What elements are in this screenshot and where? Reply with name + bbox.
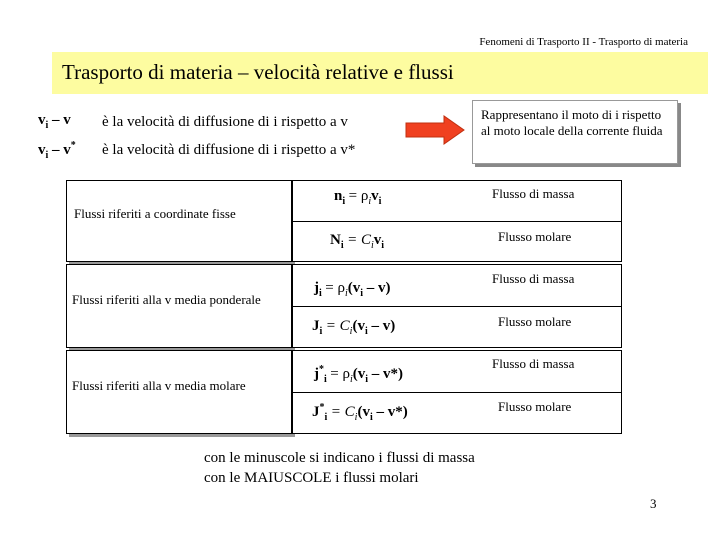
- flux-label-molar-3: Flusso molare: [498, 399, 572, 414]
- footnote: [204, 448, 475, 488]
- divider: [292, 392, 622, 393]
- eq-j: $j_i = \rho_i(v_i - v)$: [314, 280, 391, 299]
- flux-label-mass-3: Flusso di massa: [492, 356, 575, 371]
- group-label-ponderale: Flussi riferiti alla v media ponderale: [72, 292, 261, 307]
- def-text-1: è la velocità di diffusione di i rispetto a v: [102, 114, 348, 130]
- def-expr-1: $v_i$ – v: [38, 112, 71, 131]
- group-label-molare: Flussi riferiti alla v media molare: [72, 378, 246, 393]
- eq-jstar: $j^*_i = \rho_i(v_i - v*)$: [314, 364, 404, 385]
- eq-J: $J_i = C_i(v_i - v)$: [312, 318, 396, 337]
- footnote-line-2: con le MAIUSCOLE i flussi molari: [204, 470, 419, 486]
- slide-title: Trasporto di materia – velocità relative e flussi: [62, 60, 454, 84]
- flux-label-mass-1: Flusso di massa: [492, 186, 575, 201]
- divider: [292, 221, 622, 222]
- footnote-line-1: con le minuscole si indicano i flussi di massa: [204, 450, 475, 466]
- def-text-2: è la velocità di diffusione di i rispetto a v*: [102, 142, 356, 158]
- slide-header: Fenomeni di Trasporto II - Trasporto di materia: [479, 36, 688, 48]
- eq-N: $N_i = C_iv_i$: [330, 232, 385, 251]
- callout-box: Rappresentano il moto di i rispetto al moto locale della corrente fluida: [472, 100, 678, 164]
- page-number: 3: [650, 496, 657, 511]
- flux-label-molar-2: Flusso molare: [498, 314, 572, 329]
- eq-n: $n_i = \rho_iv_i$: [334, 188, 382, 207]
- eq-Jstar: $J^*_i = C_i(v_i - v*)$: [312, 402, 408, 423]
- divider: [292, 306, 622, 307]
- group-label-fixed: Flussi riferiti a coordinate fisse: [74, 206, 236, 221]
- flux-label-molar-1: Flusso molare: [498, 229, 572, 244]
- def-expr-2: $v_i - v^*$: [38, 140, 76, 161]
- flux-label-mass-2: Flusso di massa: [492, 271, 575, 286]
- right-arrow-icon: [404, 114, 466, 146]
